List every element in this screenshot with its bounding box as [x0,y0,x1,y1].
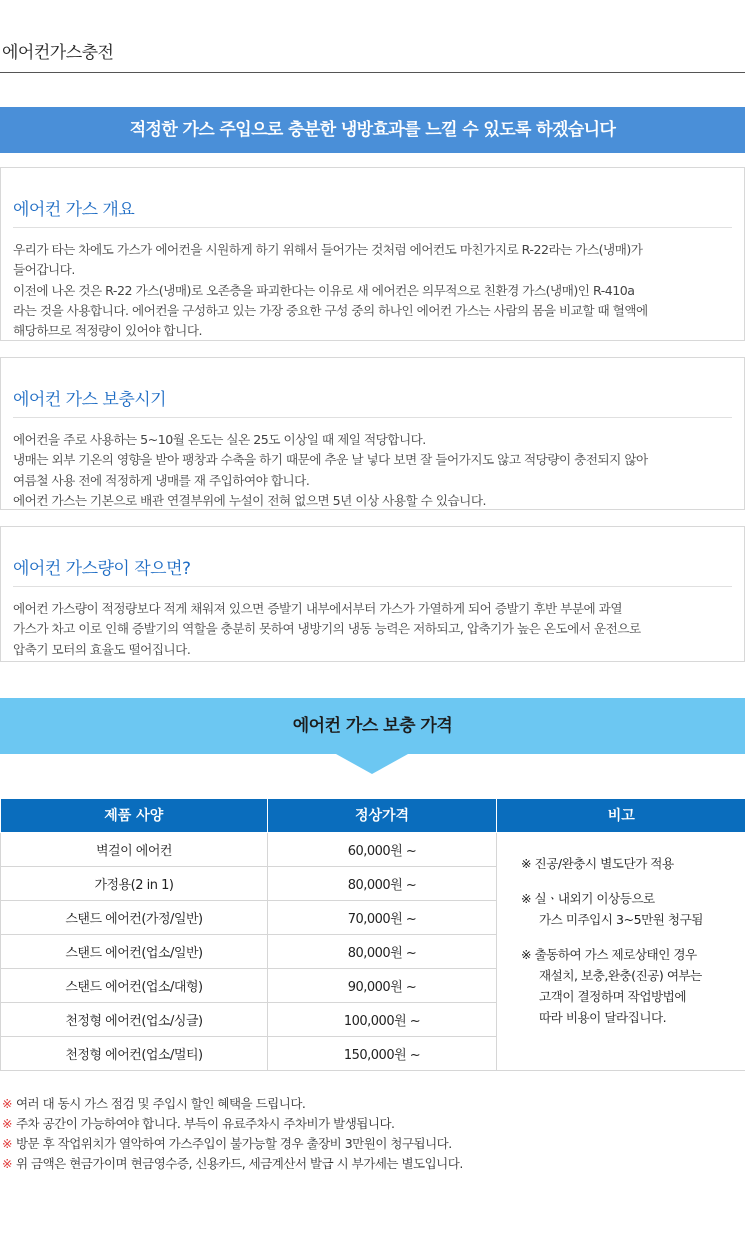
price-cell: 80,000원 ~ [268,934,497,968]
price-cell: 90,000원 ~ [268,968,497,1002]
product-cell: 스탠드 에어컨(업소/대형) [1,968,268,1002]
table-row [1,832,745,866]
note-item: ※ 진공/완충시 별도단가 적용 [521,855,674,871]
note-cell [497,832,745,1070]
section-heading: 에어컨 가스량이 작으면? [13,554,732,587]
section-line: 가스가 차고 이로 인해 증발기의 역할을 충분히 못하여 냉방기의 냉동 능력은 저하되고, 압축기가 높은 온도에서 운전으로 [13,621,641,637]
section-line: 여름철 사용 전에 적정하게 냉매를 재 주입하여야 합니다. [13,472,310,488]
section-line: 에어컨 가스는 기본으로 배관 연결부위에 누설이 전혀 없으면 5년 이상 사용할 수 있습니다. [13,492,487,508]
header-product: 제품 사양 [1,799,268,832]
reference-mark-icon: ※ [2,1156,12,1171]
section-line: 에어컨 가스량이 적정량보다 적게 채워져 있으면 증발기 내부에서부터 가스가 가열하게 되어 증발기 후반 부분에 과열 [13,601,622,616]
product-cell: 가정용(2 in 1) [1,866,268,900]
product-cell: 천정형 에어컨(업소/싱글) [1,1002,268,1036]
intro-banner: 적정한 가스 주입으로 충분한 냉방효과를 느낄 수 있도록 하겠습니다 [0,107,745,153]
footnote-item: ※ 주차 공간이 가능하여야 합니다. 부득이 유료주차시 주차비가 발생됩니다. [2,1116,395,1131]
product-cell: 벽걸이 에어컨 [1,832,268,866]
note-item: ※ 출동하여 가스 제로상태인 경우 재설치, 보충,완충(진공) 여부는 고객이 결정하며 작업방법에 따라 비용이 달라집니다. [521,946,702,1025]
page-title: 에어컨가스충전 [2,43,114,63]
product-cell: 스탠드 에어컨(가정/일반) [1,900,268,934]
price-cell: 60,000원 ~ [268,832,497,866]
reference-mark-icon: ※ [2,1136,12,1151]
product-cell: 천정형 에어컨(업소/멀티) [1,1036,268,1070]
section-line: 해당하므로 적정량이 있어야 합니다. [13,323,202,339]
section-line: 에어컨을 주로 사용하는 5~10월 온도는 실온 25도 이상일 때 제일 적당합니다. [13,432,426,447]
reference-mark-icon: ※ [2,1116,12,1131]
footnotes [2,1094,463,1174]
section-line: 우리가 타는 차에도 가스가 에어컨을 시원하게 하기 위해서 들어가는 것처럼 에어컨도 마친가지로 R-22라는 가스(냉매)가 [13,242,643,257]
price-cell: 80,000원 ~ [268,866,497,900]
price-table [0,799,745,1071]
section-refill-timing [0,357,745,510]
title-divider [0,72,745,73]
price-table-header [1,799,745,832]
price-cell: 150,000원 ~ [268,1036,497,1070]
section-line: 들어갑니다. [13,262,75,278]
product-cell: 스탠드 에어컨(업소/일반) [1,934,268,968]
footnote-item: ※ 위 금액은 현금가이며 현금영수증, 신용카드, 세금계산서 발급 시 부가세는 별도입니다. [2,1156,463,1171]
price-cell: 70,000원 ~ [268,900,497,934]
price-cell: 100,000원 ~ [268,1002,497,1036]
section-low-gas [0,526,745,662]
header-note: 비고 [497,799,745,832]
price-banner: 에어컨 가스 보충 가격 [0,698,745,754]
section-heading: 에어컨 가스 보충시기 [13,385,732,418]
footnote-item: ※ 방문 후 작업위치가 열악하여 가스주입이 불가능할 경우 출장비 3만원이 청구됩니다. [2,1136,452,1151]
section-heading: 에어컨 가스 개요 [13,195,732,228]
section-line: 라는 것을 사용합니다. 에어컨을 구성하고 있는 가장 중요한 구성 중의 하나인 에어컨 가스는 사람의 몸을 비교할 때 혈액에 [13,302,648,318]
note-item: ※ 실ㆍ내외기 이상등으로 가스 미주입시 3~5만원 청구됨 [521,890,703,927]
section-line: 압축기 모터의 효율도 떨어집니다. [13,641,191,657]
section-line: 냉매는 외부 기온의 영향을 받아 팽창과 수축을 하기 때문에 추운 날 넣다 보면 잘 들어가지도 않고 적당량이 충전되지 않아 [13,452,648,468]
section-line: 이전에 나온 것은 R-22 가스(냉매)로 오존층을 파괴한다는 이유로 새 에어컨은 의무적으로 친환경 가스(냉매)인 R-410a [13,282,635,298]
footnote-item: ※ 여러 대 동시 가스 점검 및 주입시 할인 혜택을 드립니다. [2,1096,306,1111]
section-gas-overview [0,167,745,341]
reference-mark-icon: ※ [2,1096,12,1111]
header-price: 정상가격 [268,799,497,832]
down-arrow-icon [336,754,408,774]
